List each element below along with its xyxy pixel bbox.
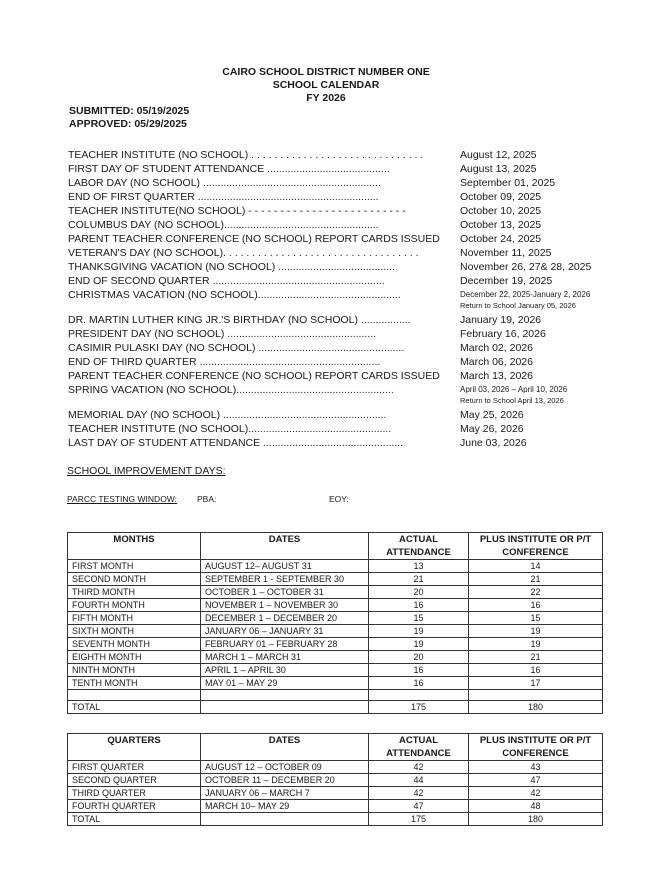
table-row [68, 573, 603, 586]
event-date: February 16, 2026 [460, 328, 546, 340]
event-label: LABOR DAY (NO SCHOOL) ............................................................. [68, 177, 381, 189]
actual-attendance-cell: 16 [369, 664, 469, 677]
event-row [68, 176, 598, 190]
plus-institute-cell: 17 [469, 677, 603, 690]
event-list [68, 148, 598, 450]
parcc-pba: PBA: [197, 494, 217, 504]
event-row [68, 313, 598, 327]
actual-attendance-cell: 13 [369, 560, 469, 573]
empty-cell [369, 690, 469, 701]
event-label: DR. MARTIN LUTHER KING JR.'S BIRTHDAY (NO SCHOOL) ................. [68, 314, 411, 326]
table-row [68, 787, 603, 800]
event-row [68, 274, 598, 288]
event-date: October 24, 2025 [460, 233, 542, 245]
table-row [68, 774, 603, 787]
dates-cell: SEPTEMBER 1 - SEPTEMBER 30 [201, 573, 369, 586]
plus-institute-cell: 16 [469, 599, 603, 612]
plus-institute-cell: 42 [469, 787, 603, 800]
event-label: END OF FIRST QUARTER .............................................................. [68, 191, 379, 203]
dates-cell: DECEMBER 1 – DECEMBER 20 [201, 612, 369, 625]
event-row [68, 355, 598, 369]
event-row [68, 288, 598, 309]
table-row [68, 761, 603, 774]
period-cell: EIGHTH MONTH [68, 651, 201, 664]
event-row [68, 341, 598, 355]
header-dates: DATES [201, 734, 369, 761]
plus-institute-cell: 47 [469, 774, 603, 787]
parcc-testing-window [67, 494, 349, 504]
table-row [68, 638, 603, 651]
event-label: COLUMBUS DAY (NO SCHOOL)..................................................... [68, 219, 379, 231]
period-cell: TOTAL [68, 701, 201, 714]
event-return-note: Return to School January 05, 2026 [460, 301, 576, 310]
district-name: CAIRO SCHOOL DISTRICT NUMBER ONE [222, 66, 430, 78]
document-title: SCHOOL CALENDAR [272, 79, 380, 91]
event-row [68, 422, 598, 436]
event-label: MEMORIAL DAY (NO SCHOOL) ........................................................ [68, 409, 387, 421]
plus-institute-cell: 19 [469, 638, 603, 651]
dates-cell: JANUARY 06 – MARCH 7 [201, 787, 369, 800]
event-row [68, 369, 598, 383]
plus-institute-cell: 180 [469, 813, 603, 826]
event-label: CHRISTMAS VACATION (NO SCHOOL)................................................. [68, 289, 401, 301]
dates-cell: OCTOBER 11 – DECEMBER 20 [201, 774, 369, 787]
plus-institute-cell: 21 [469, 573, 603, 586]
event-row [68, 232, 598, 246]
event-date: October 10, 2025 [460, 205, 542, 217]
total-row [68, 813, 603, 826]
event-row [68, 383, 598, 404]
event-row [68, 190, 598, 204]
empty-cell [201, 690, 369, 701]
period-cell: SECOND QUARTER [68, 774, 201, 787]
fiscal-year: FY 2026 [306, 92, 346, 104]
plus-institute-cell: 16 [469, 664, 603, 677]
dates-cell: OCTOBER 1 – OCTOBER 31 [201, 586, 369, 599]
period-cell: THIRD MONTH [68, 586, 201, 599]
dates-cell: AUGUST 12– AUGUST 31 [201, 560, 369, 573]
actual-attendance-cell: 175 [369, 701, 469, 714]
header-plus-institute: PLUS INSTITUTE OR P/T CONFERENCE [469, 533, 603, 560]
table-row [68, 800, 603, 813]
plus-institute-cell: 19 [469, 625, 603, 638]
event-date: January 19, 2026 [460, 314, 542, 326]
actual-attendance-cell: 16 [369, 677, 469, 690]
empty-cell [68, 690, 201, 701]
event-date: March 13, 2026 [460, 370, 533, 382]
header-dates: DATES [201, 533, 369, 560]
table-row [68, 651, 603, 664]
table-spacer-row [68, 690, 603, 701]
parcc-label: PARCC TESTING WINDOW: [67, 494, 178, 504]
header-quarters: QUARTERS [68, 734, 201, 761]
period-cell: THIRD QUARTER [68, 787, 201, 800]
period-cell: NINTH MONTH [68, 664, 201, 677]
event-date: October 13, 2025 [460, 219, 542, 231]
plus-institute-cell: 180 [469, 701, 603, 714]
plus-institute-cell: 14 [469, 560, 603, 573]
actual-attendance-cell: 20 [369, 651, 469, 664]
actual-attendance-cell: 21 [369, 573, 469, 586]
actual-attendance-cell: 42 [369, 787, 469, 800]
event-label: END OF SECOND QUARTER ........................................................... [68, 275, 385, 287]
dates-cell: MARCH 10– MAY 29 [201, 800, 369, 813]
plus-institute-cell: 43 [469, 761, 603, 774]
dates-cell: NOVEMBER 1 – NOVEMBER 30 [201, 599, 369, 612]
event-date: August 13, 2025 [460, 163, 537, 175]
event-row [68, 436, 598, 450]
event-date: October 09, 2025 [460, 191, 542, 203]
plus-institute-cell: 48 [469, 800, 603, 813]
event-label: SPRING VACATION (NO SCHOOL)...................................................... [68, 384, 394, 396]
actual-attendance-cell: 175 [369, 813, 469, 826]
parcc-eoy: EOY: [329, 494, 349, 504]
event-date: November 26, 27& 28, 2025 [460, 261, 592, 273]
event-row [68, 327, 598, 341]
submitted-date: SUBMITTED: 05/19/2025 [69, 105, 190, 117]
period-cell: TOTAL [68, 813, 201, 826]
event-row [68, 162, 598, 176]
actual-attendance-cell: 44 [369, 774, 469, 787]
event-label: END OF THIRD QUARTER .............................................................. [68, 356, 381, 368]
dates-cell: FEBRUARY 01 – FEBRUARY 28 [201, 638, 369, 651]
actual-attendance-cell: 16 [369, 599, 469, 612]
period-cell: SECOND MONTH [68, 573, 201, 586]
period-cell: FOURTH MONTH [68, 599, 201, 612]
period-cell: TENTH MONTH [68, 677, 201, 690]
header-actual-attendance: ACTUAL ATTENDANCE [369, 734, 469, 761]
dates-cell: JANUARY 06 – JANUARY 31 [201, 625, 369, 638]
dates-cell: MARCH 1 – MARCH 31 [201, 651, 369, 664]
header-plus-institute: PLUS INSTITUTE OR P/T CONFERENCE [469, 734, 603, 761]
event-label: THANKSGIVING VACATION (NO SCHOOL) ........................................ [68, 261, 395, 273]
header-months: MONTHS [68, 533, 201, 560]
actual-attendance-cell: 47 [369, 800, 469, 813]
school-improvement-days-label: SCHOOL IMPROVEMENT DAYS: [67, 465, 226, 477]
period-cell: FIRST MONTH [68, 560, 201, 573]
event-date: November 11, 2025 [460, 247, 552, 259]
header-actual-attendance: ACTUAL ATTENDANCE [369, 533, 469, 560]
event-label: LAST DAY OF STUDENT ATTENDANCE ................................................ [68, 437, 404, 449]
table-row [68, 677, 603, 690]
event-date: December 22, 2025-January 2, 2026 [460, 290, 591, 299]
actual-attendance-cell: 20 [369, 586, 469, 599]
event-date: March 06, 2026 [460, 356, 533, 368]
event-return-note: Return to School April 13, 2026 [460, 396, 564, 405]
event-row [68, 260, 598, 274]
event-label: FIRST DAY OF STUDENT ATTENDANCE .......................................... [68, 163, 390, 175]
event-row [68, 246, 598, 260]
event-date: March 02, 2026 [460, 342, 533, 354]
actual-attendance-cell: 42 [369, 761, 469, 774]
event-date: May 25, 2026 [460, 409, 524, 421]
table-row [68, 612, 603, 625]
total-row [68, 701, 603, 714]
event-label: PARENT TEACHER CONFERENCE (NO SCHOOL) REPORT CARDS ISSUED [68, 233, 440, 245]
table-row [68, 625, 603, 638]
table-row [68, 664, 603, 677]
event-label: TEACHER INSTITUTE (NO SCHOOL) . . . . . . . . . . . . . . . . . . . . . . . . . . . . . . [68, 149, 424, 161]
plus-institute-cell: 15 [469, 612, 603, 625]
event-label: TEACHER INSTITUTE (NO SCHOOL)................................................. [68, 423, 392, 435]
dates-cell [201, 701, 369, 714]
approved-date: APPROVED: 05/29/2025 [69, 118, 187, 130]
period-cell: FIRST QUARTER [68, 761, 201, 774]
empty-cell [469, 690, 603, 701]
dates-cell: MAY 01 – MAY 29 [201, 677, 369, 690]
event-date: April 03, 2026 – April 10, 2026 [460, 385, 568, 394]
event-label: TEACHER INSTITUTE(NO SCHOOL) - - - - - - - - - - - - - - - - - - - - - - - - - [68, 205, 406, 217]
actual-attendance-cell: 19 [369, 638, 469, 651]
event-date: May 26, 2026 [460, 423, 524, 435]
period-cell: SEVENTH MONTH [68, 638, 201, 651]
dates-cell: APRIL 1 – APRIL 30 [201, 664, 369, 677]
table-row [68, 586, 603, 599]
plus-institute-cell: 21 [469, 651, 603, 664]
document-header [0, 66, 652, 105]
table-row [68, 560, 603, 573]
dates-cell: AUGUST 12 – OCTOBER 09 [201, 761, 369, 774]
period-cell: FOURTH QUARTER [68, 800, 201, 813]
event-row [68, 204, 598, 218]
event-row [68, 218, 598, 232]
table-row [68, 599, 603, 612]
event-label: VETERAN'S DAY (NO SCHOOL). . . . . . . . . . . . . . . . . . . . . . . . . . . . . . . . . . [68, 247, 419, 259]
approval-meta [69, 105, 189, 131]
event-label: PARENT TEACHER CONFERENCE (NO SCHOOL) REPORT CARDS ISSUED [68, 370, 440, 382]
table-header-row [68, 734, 603, 761]
event-date: August 12, 2025 [460, 149, 537, 161]
event-date: September 01, 2025 [460, 177, 556, 189]
event-label: PRESIDENT DAY (NO SCHOOL) ................................................... [68, 328, 377, 340]
event-date: June 03, 2026 [460, 437, 527, 449]
period-cell: SIXTH MONTH [68, 625, 201, 638]
table-header-row [68, 533, 603, 560]
event-label: CASIMIR PULASKI DAY (NO SCHOOL) .................................................. [68, 342, 405, 354]
dates-cell [201, 813, 369, 826]
event-row [68, 408, 598, 422]
plus-institute-cell: 22 [469, 586, 603, 599]
event-row [68, 148, 598, 162]
period-cell: FIFTH MONTH [68, 612, 201, 625]
actual-attendance-cell: 19 [369, 625, 469, 638]
actual-attendance-cell: 15 [369, 612, 469, 625]
months-table [67, 532, 603, 714]
event-date: December 19, 2025 [460, 275, 553, 287]
quarters-table [67, 733, 603, 826]
